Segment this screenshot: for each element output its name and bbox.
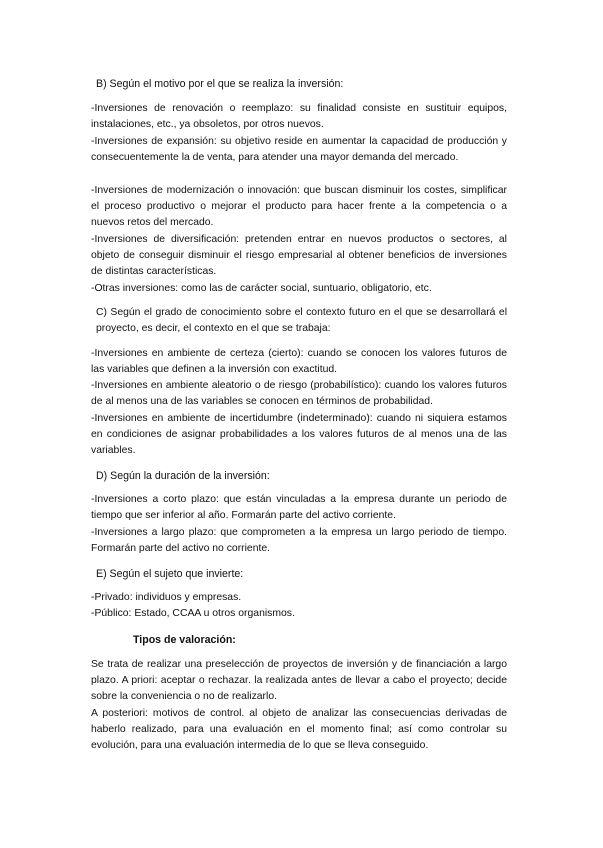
section-b-item-modernizacion: -Inversiones de modernización o innovación: que buscan disminuir los costes, simplificar el proceso productivo o mejorar el producto para hacer frente a la competencia o a nuevos retos del mercado. xyxy=(91,185,507,229)
valoracion-paragraph-posteriori: A posteriori: motivos de control. al objeto de analizar las consecuencias derivadas de haberlo realizado, para una evaluación en el momento final; así como controlar su evolución, para una evaluación intermedia de lo que se lleva conseguido. xyxy=(91,708,507,752)
section-b-item-diversificacion: -Inversiones de diversificación: pretenden entrar en nuevos productos o sectores, al objeto de conseguir disminuir el riesgo empresarial al obtener beneficios de inversiones de distintas características. xyxy=(91,234,507,278)
section-c-item-certeza: -Inversiones en ambiente de certeza (cierto): cuando se conocen los valores futuros de las variables que definen a la inversión con exactitud. xyxy=(91,348,507,376)
section-b-item-expansion: -Inversiones de expansión: su objetivo reside en aumentar la capacidad de producción y consecuentemente la de venta, para atender una mayor demanda del mercado. xyxy=(91,136,507,164)
valoracion-paragraph-preseleccion: Se trata de realizar una preselección de proyectos de inversión y de financiación a largo plazo. A priori: aceptar o rechazar. la realizada antes de llevar a cabo el proyecto; decide sobre la conveniencia o no de realizarlo. xyxy=(91,659,507,703)
section-e-heading: E) Según el sujeto que invierte: xyxy=(96,568,244,580)
section-c-item-incertidumbre: -Inversiones en ambiente de incertidumbre (indeterminado): cuando ni siquiera estamos en condiciones de asignar probabilidades a los valores futuros de al menos una de las variables. xyxy=(91,413,507,457)
section-b-item-otras: -Otras inversiones: como las de carácter social, suntuario, obligatorio, etc. xyxy=(91,283,432,294)
section-b-item-renovacion: -Inversiones de renovación o reemplazo: su finalidad consiste en sustituir equipos, instalaciones, etc., ya obsoletos, por otros nuevos. xyxy=(91,103,507,131)
section-c-item-riesgo: -Inversiones en ambiente aleatorio o de riesgo (probabilístico): cuando los valores futuros de al menos una de las variables se conocen en términos de probabilidad. xyxy=(91,380,507,408)
valoracion-title: Tipos de valoración: xyxy=(133,634,236,646)
section-e-item-privado: -Privado: individuos y empresas. xyxy=(91,592,242,603)
section-e-item-publico: -Público: Estado, CCAA u otros organismos. xyxy=(91,608,295,619)
section-c-heading: C) Según el grado de conocimiento sobre el contexto futuro en el que se desarrollará el proyecto, es decir, el contexto en el que se trabaja: xyxy=(96,307,507,335)
section-b-heading: B) Según el motivo por el que se realiza la inversión: xyxy=(96,78,344,90)
section-d-heading: D) Según la duración de la inversión: xyxy=(96,470,270,482)
section-d-item-corto-plazo: -Inversiones a corto plazo: que están vinculadas a la empresa durante un periodo de tiempo que ser inferior al año. Formarán parte del activo corriente. xyxy=(91,494,507,522)
section-d-item-largo-plazo: -Inversiones a largo plazo: que comprometen a la empresa un largo periodo de tiempo. Formarán parte del activo no corriente. xyxy=(91,527,507,555)
